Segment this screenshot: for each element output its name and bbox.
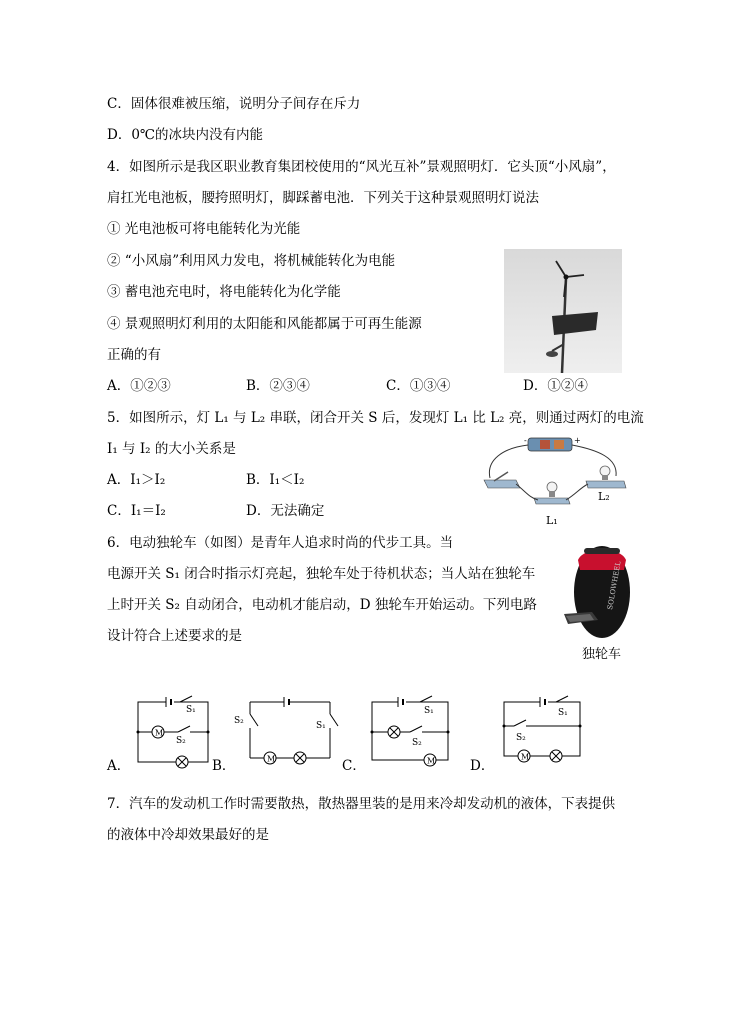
svg-text:L₁: L₁ (546, 514, 558, 527)
svg-text:+: + (574, 436, 581, 445)
svg-text:L₂: L₂ (598, 490, 610, 503)
q4-option-c[interactable]: C．①③④ (386, 378, 451, 394)
question-7-line: 的液体中冷却效果最好的是 (107, 827, 269, 843)
svg-text:S₂: S₂ (516, 733, 526, 743)
svg-text:S₂: S₂ (412, 738, 422, 748)
svg-text:S₁: S₁ (424, 706, 434, 716)
statement-4: ④ 景观照明灯利用的太阳能和风能都属于可再生能源 (107, 316, 422, 332)
svg-text:M: M (155, 728, 164, 738)
q5-option-a[interactable]: A．I₁＞I₂ (107, 472, 166, 488)
q6-option-b[interactable]: B． (212, 758, 236, 774)
text-line: 正确的有 (107, 347, 161, 363)
circuit-b (232, 692, 344, 772)
question-6-line: 电源开关 S₁ 闭合时指示灯亮起，独轮车处于待机状态；当人站在独轮车 (107, 566, 536, 582)
q5-option-d[interactable]: D．无法确定 (246, 503, 325, 519)
q6-option-c[interactable]: C． (342, 758, 366, 774)
q5-option-b[interactable]: B．I₁＜I₂ (246, 472, 305, 488)
q5-option-c[interactable]: C．I₁＝I₂ (107, 503, 166, 519)
question-4-line: 肩扛光电池板，腰挎照明灯，脚踩蓄电池．下列关于这种景观照明灯说法 (107, 190, 539, 206)
text-line: C．固体很难被压缩，说明分子间存在斥力 (107, 96, 361, 112)
circuit-a (136, 690, 212, 770)
svg-text:S₂: S₂ (234, 716, 244, 726)
question-5-line: I₁ 与 I₂ 的大小关系是 (107, 441, 236, 457)
question-5-line: 5．如图所示，灯 L₁ 与 L₂ 串联，闭合开关 S 后，发现灯 L₁ 比 L₂ 亮，则通过两灯的电流 (107, 410, 644, 426)
svg-text:-: - (524, 436, 527, 445)
street-lamp-photo (504, 249, 622, 373)
svg-text:S₁: S₁ (316, 721, 326, 731)
question-6-line: 6．电动独轮车（如图）是青年人追求时尚的代步工具。当 (107, 535, 454, 551)
q4-option-b[interactable]: B．②③④ (246, 378, 310, 394)
svg-text:SOLOWHEEL: SOLOWHEEL (606, 560, 623, 611)
q4-option-a[interactable]: A．①②③ (107, 378, 171, 394)
question-4-line: 4．如图所示是我区职业教育集团校使用的“风光互补”景观照明灯．它头顶“小风扇”， (107, 159, 616, 175)
q6-option-d[interactable]: D． (470, 758, 495, 774)
circuit-d (500, 690, 584, 768)
question-6-line: 上时开关 S₂ 自动闭合，电动机才能启动，D 独轮车开始运动。下列电路 (107, 597, 537, 613)
svg-text:S₁: S₁ (558, 708, 568, 718)
unicycle-photo (562, 540, 636, 640)
svg-text:M: M (267, 754, 276, 764)
unicycle-caption: 独轮车 (582, 647, 622, 662)
series-circuit-figure (478, 434, 628, 534)
question-7-line: 7．汽车的发动机工作时需要散热，散热器里装的是用来冷却发动机的液体，下表提供 (107, 796, 616, 812)
statement-1: ① 光电池板可将电能转化为光能 (107, 221, 301, 237)
circuit-c (368, 690, 452, 770)
text-line: D．0℃的冰块内没有内能 (107, 127, 264, 143)
q6-option-a[interactable]: A． (107, 758, 131, 774)
question-6-line: 设计符合上述要求的是 (107, 628, 242, 644)
svg-text:M: M (521, 752, 530, 762)
q4-option-d[interactable]: D．①②④ (523, 378, 588, 394)
statement-2: ② “小风扇”利用风力发电，将机械能转化为电能 (107, 253, 396, 269)
statement-3: ③ 蓄电池充电时，将电能转化为化学能 (107, 284, 341, 300)
svg-text:S₂: S₂ (176, 736, 186, 746)
svg-text:S₁: S₁ (186, 705, 196, 715)
svg-text:M: M (427, 756, 436, 766)
